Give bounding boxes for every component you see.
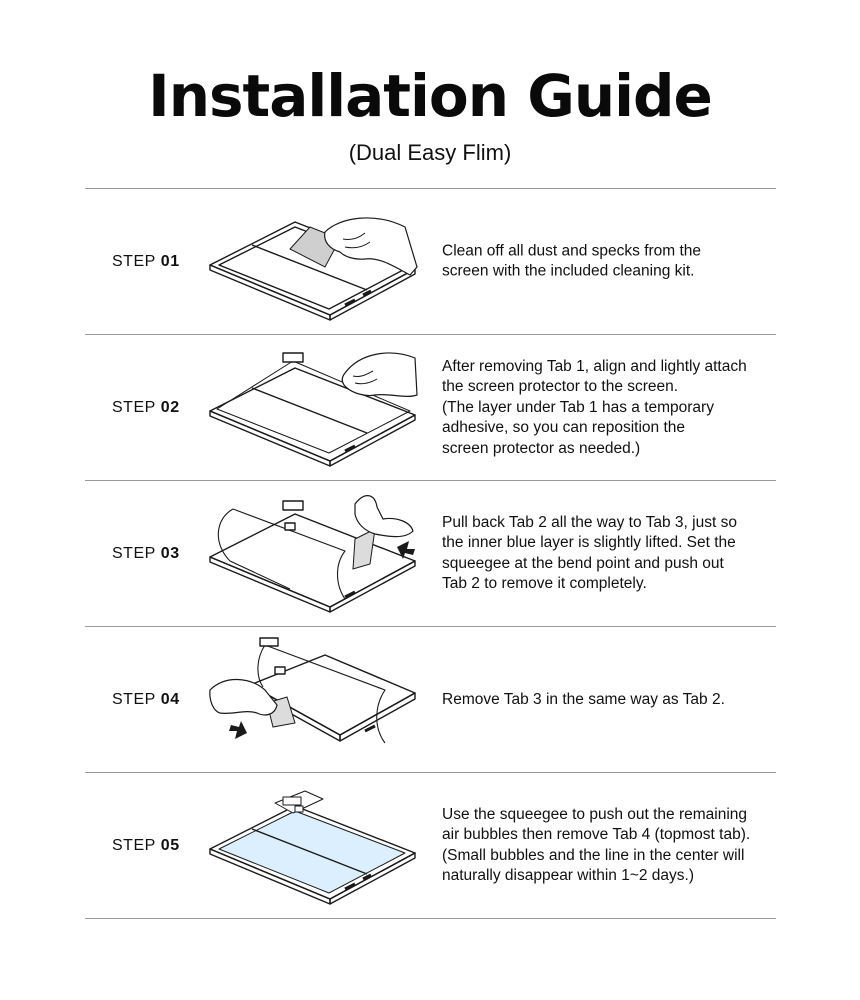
step-number: 03	[160, 544, 180, 562]
step-number: 04	[160, 690, 180, 708]
step-02	[85, 334, 776, 480]
step-word: STEP	[112, 252, 156, 270]
step-label	[112, 837, 180, 855]
step-03	[85, 480, 776, 626]
page-title: Installation Guide	[148, 62, 712, 130]
step-description: Clean off all dust and specks from the screen with the included cleaning kit.	[442, 242, 702, 280]
step-04	[85, 626, 776, 772]
step-word: STEP	[112, 690, 156, 708]
step-word: STEP	[112, 398, 156, 416]
pull-tab2-icon	[205, 489, 425, 619]
step-number: 02	[160, 398, 180, 416]
step-label	[112, 399, 180, 417]
step-description: Use the squeegee to push out the remaining air bubbles then remove Tab 4 (topmost tab). (Small bubbles and the line in the center will naturally disappear within 1~2 days.)	[442, 805, 751, 884]
remove-tab3-icon	[205, 635, 425, 765]
step-label	[112, 545, 180, 563]
cleaning-tablet-icon	[205, 197, 425, 327]
step-label	[112, 691, 180, 709]
align-protector-icon	[205, 343, 425, 473]
step-description: Pull back Tab 2 all the way to Tab 3, just so the inner blue layer is slightly lifted. Set the squeegee at the bend point and push out Tab 2 to remove it completely.	[442, 513, 737, 592]
step-description: After removing Tab 1, align and lightly attach the screen protector to the screen. (The layer under Tab 1 has a temporary adhesive, so you can reposition the screen protector as needed.)	[442, 357, 747, 457]
step-description: Remove Tab 3 in the same way as Tab 2.	[442, 690, 725, 708]
step-word: STEP	[112, 544, 156, 562]
step-number: 01	[160, 252, 180, 270]
step-label	[112, 253, 180, 271]
step-05	[85, 772, 776, 919]
squeegee-bubbles-icon	[205, 781, 425, 911]
step-number: 05	[160, 836, 180, 854]
steps-list	[85, 188, 776, 919]
page-subtitle: (Dual Easy Flim)	[348, 140, 512, 165]
step-01	[85, 188, 776, 334]
step-word: STEP	[112, 836, 156, 854]
